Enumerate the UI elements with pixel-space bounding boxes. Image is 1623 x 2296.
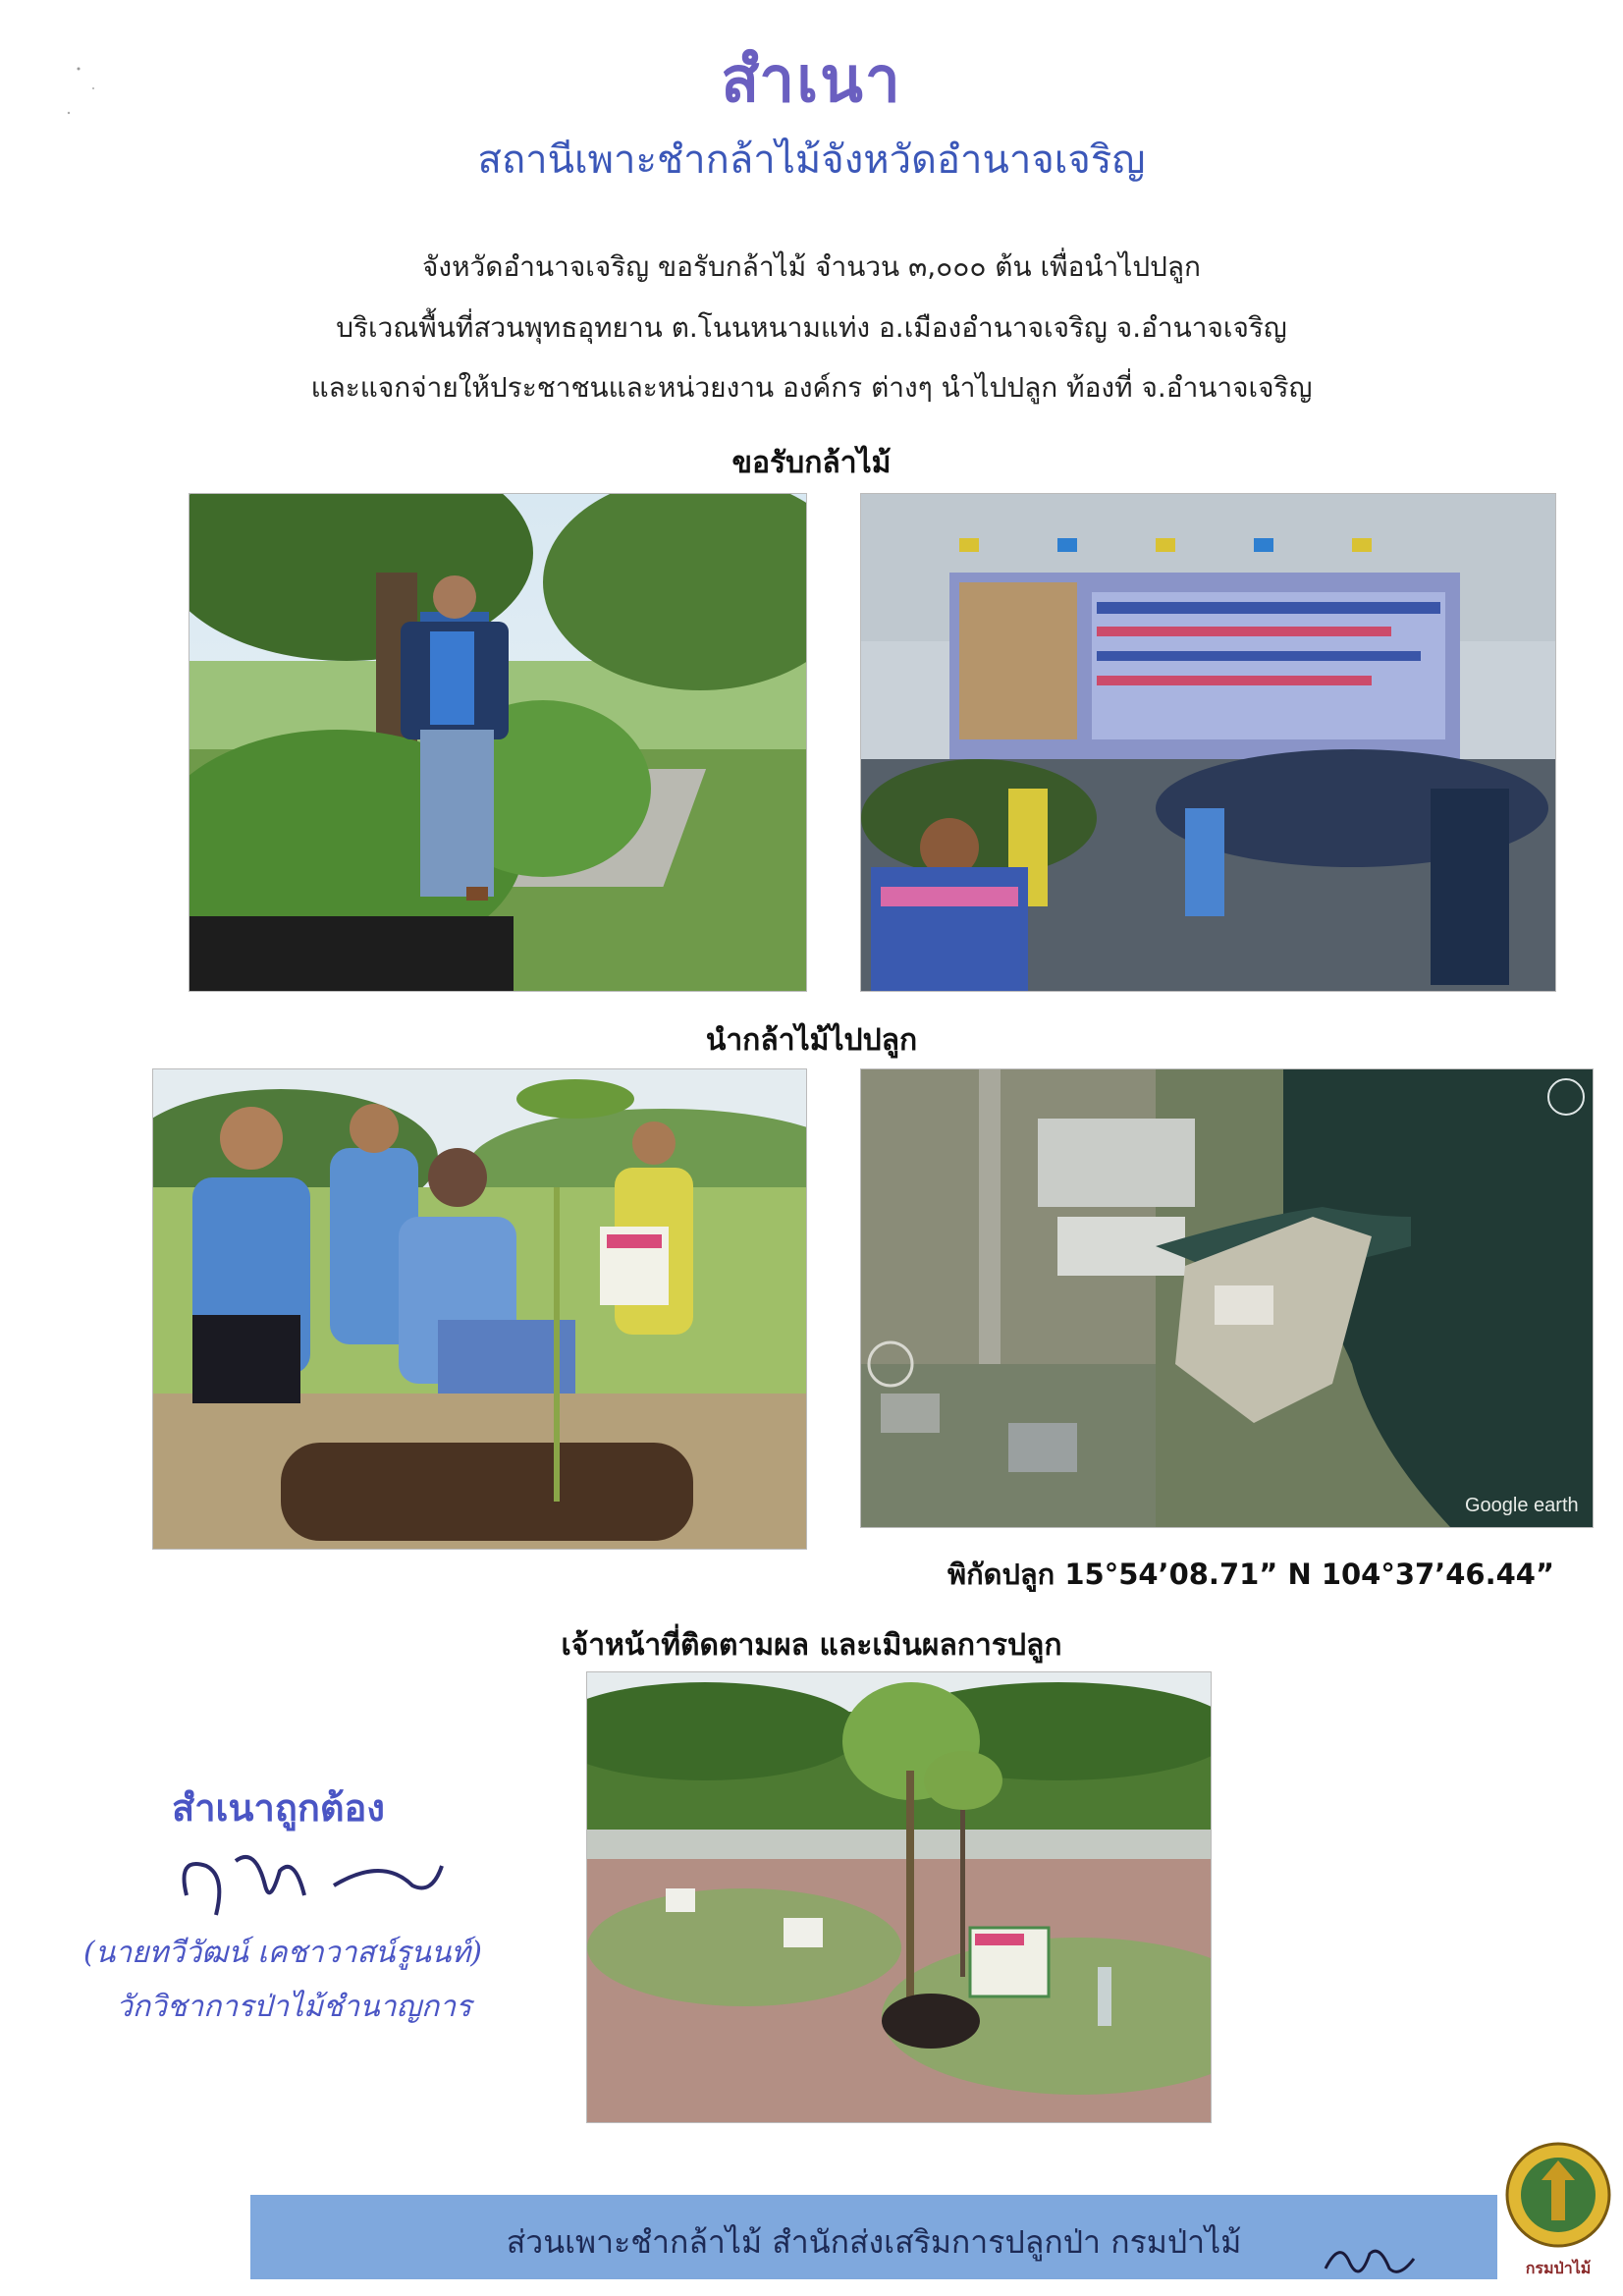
planting-coordinates: พิกัดปลูก 15°54’08.71” N 104°37’46.44” <box>947 1558 1555 1591</box>
google-earth-watermark: Google earth <box>1465 1495 1579 1516</box>
certified-copy-label: สำเนาถูกต้อง <box>172 1785 385 1830</box>
logo-caption: กรมป่าไม้ <box>1525 2259 1592 2277</box>
section-title-receive: ขอรับกล้าไม้ <box>731 446 892 480</box>
satellite-map-image <box>860 1068 1594 1528</box>
certifier-name: (นายทวีวัฒน์ เคชาวาสน์รูนนท์) <box>83 1936 482 1970</box>
signature-mark <box>167 1827 461 1935</box>
footer-signature-mark <box>1316 2229 1424 2288</box>
body-line-3: และแจกจ่ายให้ประชาชนและหน่วยงาน องค์กร ต่างๆ นำไปปลูก ท้องที่ จ.อำนาจเจริญ <box>310 371 1313 404</box>
royal-forest-department-logo <box>1502 2136 1615 2281</box>
section-title-planting: นำกล้าไม้ไปปลูก <box>705 1023 918 1058</box>
photo-ceremony-banner <box>860 493 1556 992</box>
body-line-2: บริเวณพื้นที่สวนพุทธอุทยาน ต.โนนหนามแท่ง อ.เมืองอำนาจเจริญ จ.อำนาจเจริญ <box>336 311 1287 344</box>
agency-name: สถานีเพาะชำกล้าไม้จังหวัดอำนาจเจริญ <box>477 137 1146 183</box>
footer-department-text: ส่วนเพาะชำกล้าไม้ สำนักส่งเสริมการปลูกป่า กรมป่าไม้ <box>506 2223 1242 2261</box>
scan-specks <box>59 59 137 128</box>
certifier-position: วักวิชาการป่าไม้ชำนาญการ <box>116 1990 472 2024</box>
photo-planted-trees <box>586 1671 1212 2123</box>
section-title-monitor: เจ้าหน้าที่ติดตามผล และเมินผลการปลูก <box>561 1628 1062 1663</box>
body-line-1: จังหวัดอำนาจเจริญ ขอรับกล้าไม้ จำนวน ๓,๐๐๐ ต้น เพื่อนำไปปลูก <box>422 250 1201 283</box>
copy-stamp-title: สำเนา <box>721 43 902 117</box>
photo-planting-group <box>152 1068 807 1550</box>
photo-seedlings-man <box>189 493 807 992</box>
